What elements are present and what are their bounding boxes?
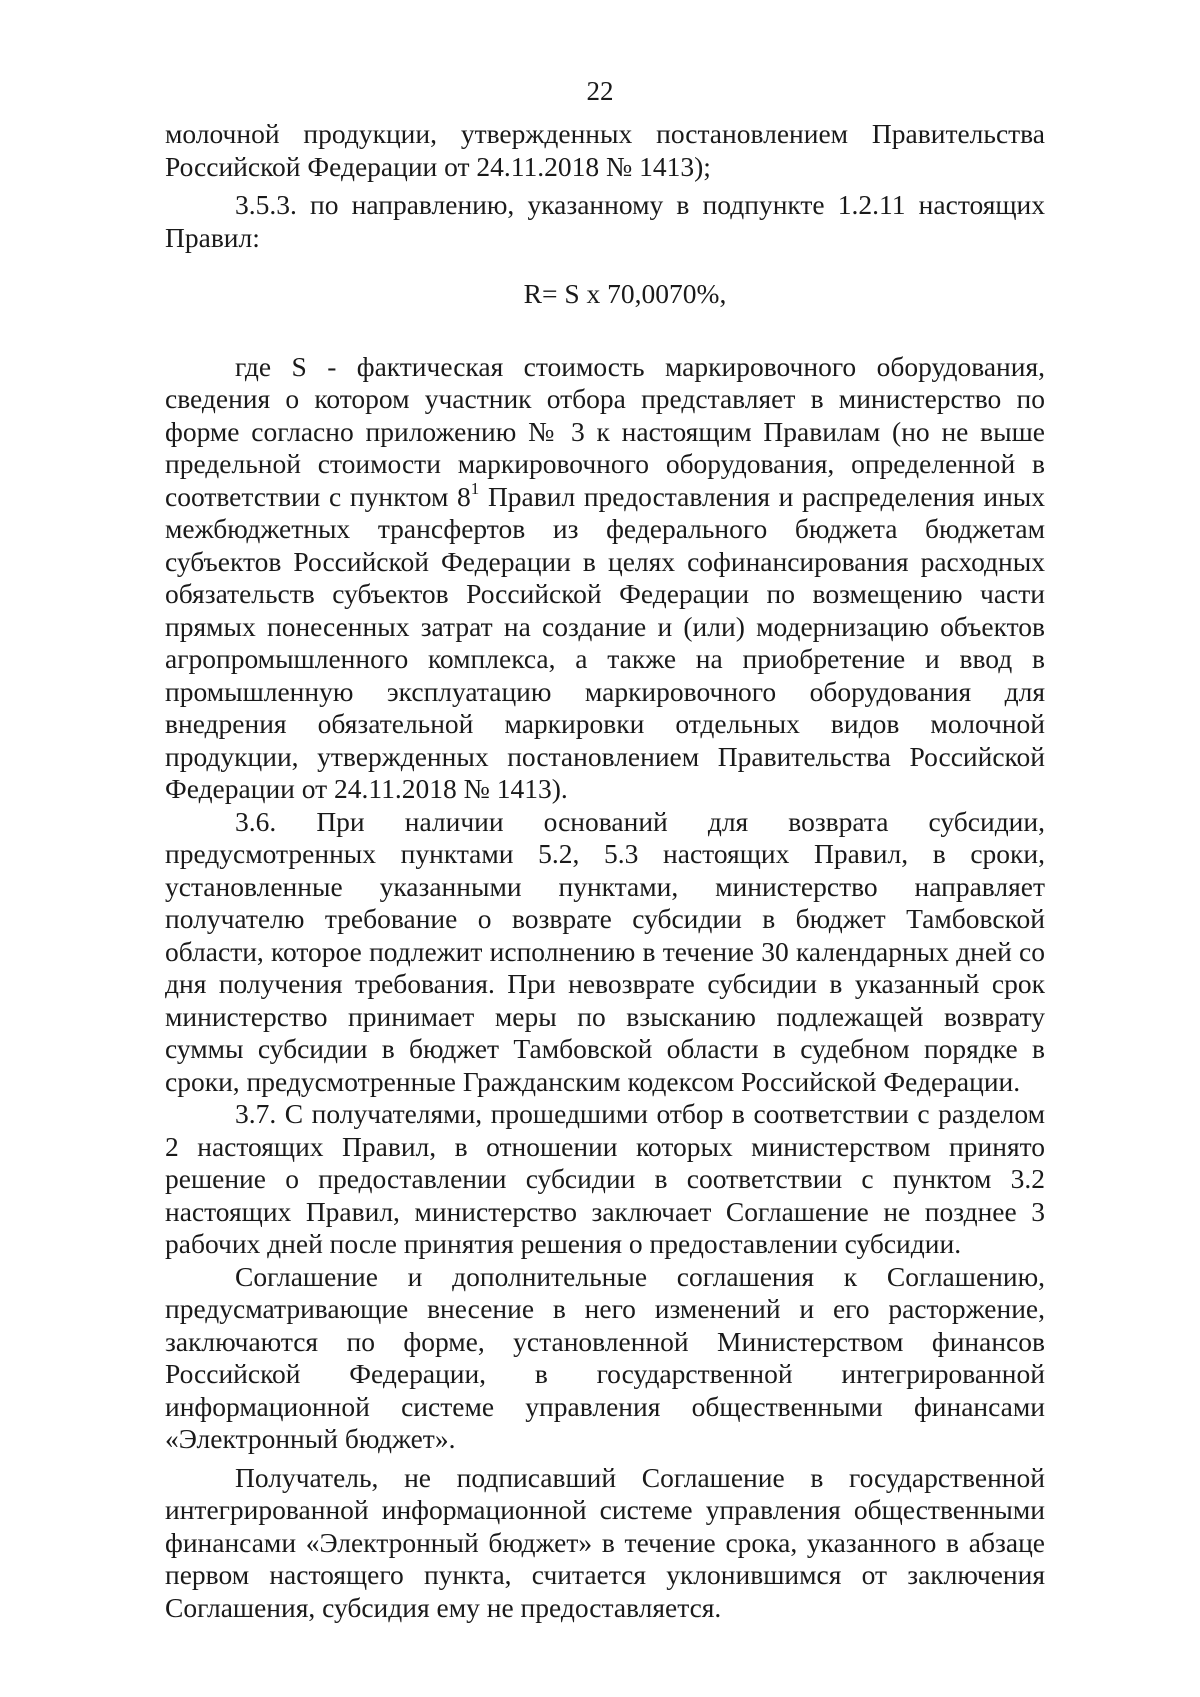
paragraph-3-6: 3.6. При наличии оснований для возврата субсидии, предусмотренных пунктами 5.2, 5.3 настоящих Правил, в сроки, установленные указанными пунктами, министерство направляет получателю требование о возврате субсидии в бюджет Тамбовской области, которое подлежит исполнению в течение 30 календарных дней со дня получения требования. При невозврате субсидии в указанный срок министерство принимает меры по взысканию подлежащей возврату суммы субсидии в бюджет Тамбовской области в судебном порядке в сроки, предусмотренные Гражданским кодексом Российской Федерации.: [165, 805, 1045, 1097]
explanation-text-1: где S - фактическая стоимость маркировочного оборудования, сведения о котором участник отбора представляет в министерство по форме согласно приложению № 3 к настоящим Правилам (но не выше предельной стоимости маркировочного оборудования, определенной в соответствии с пунктом 8: [165, 350, 1045, 512]
explanation-text-2: Правил предоставления и распределения иных межбюджетных трансфертов из федерального бюджета бюджетам субъектов Российской Федерации в целях софинансирования расходных обязательств субъектов Российской Федерации по возмещению части прямых понесенных затрат на создание и (или) модернизацию объектов агропромышленного комплекса, а также на приобретение и ввод в промышленную эксплуатацию маркировочного оборудования для внедрения обязательной маркировки отдельных видов молочной продукции, утвержденных постановлением Правительства Российской Федерации от 24.11.2018 № 1413).: [165, 480, 1045, 804]
formula: R= S x 70,0070%,: [523, 278, 727, 309]
paragraph-agreement: Соглашение и дополнительные соглашения к Соглашению, предусматривающие внесение в него изменений и его расторжение, заключаются по форме, установленной Министерством финансов Российской Федерации, в государственной интегрированной информационной системе управления общественными финансами «Электронный бюджет».: [165, 1260, 1045, 1454]
paragraph-3-5-3: 3.5.3. по направлению, указанному в подпункте 1.2.11 настоящих Правил:: [165, 189, 1045, 253]
superscript: 1: [470, 478, 480, 498]
page-number: 22: [586, 76, 614, 106]
document-body: [165, 118, 1045, 1624]
paragraph-continuation: молочной продукции, утвержденных постановлением Правительства Российской Федерации от 24.11.2018 № 1413);: [165, 118, 1045, 182]
paragraph-recipient: Получатель, не подписавший Соглашение в государственной интегрированной информационной системе управления общественными финансами «Электронный бюджет» в течение срока, указанного в абзаце первом настоящего пункта, считается уклонившимся от заключения Соглашения, субсидия ему не предоставляется.: [165, 1461, 1045, 1623]
paragraph-3-7: 3.7. С получателями, прошедшими отбор в соответствии с разделом 2 настоящих Правил, в отношении которых министерством принято решение о предоставлении субсидии в соответствии с пунктом 3.2 настоящих Правил, министерство заключает Соглашение не позднее 3 рабочих дней после принятия решения о предоставлении субсидии.: [165, 1098, 1045, 1259]
paragraph-formula-explanation: [165, 351, 1045, 806]
